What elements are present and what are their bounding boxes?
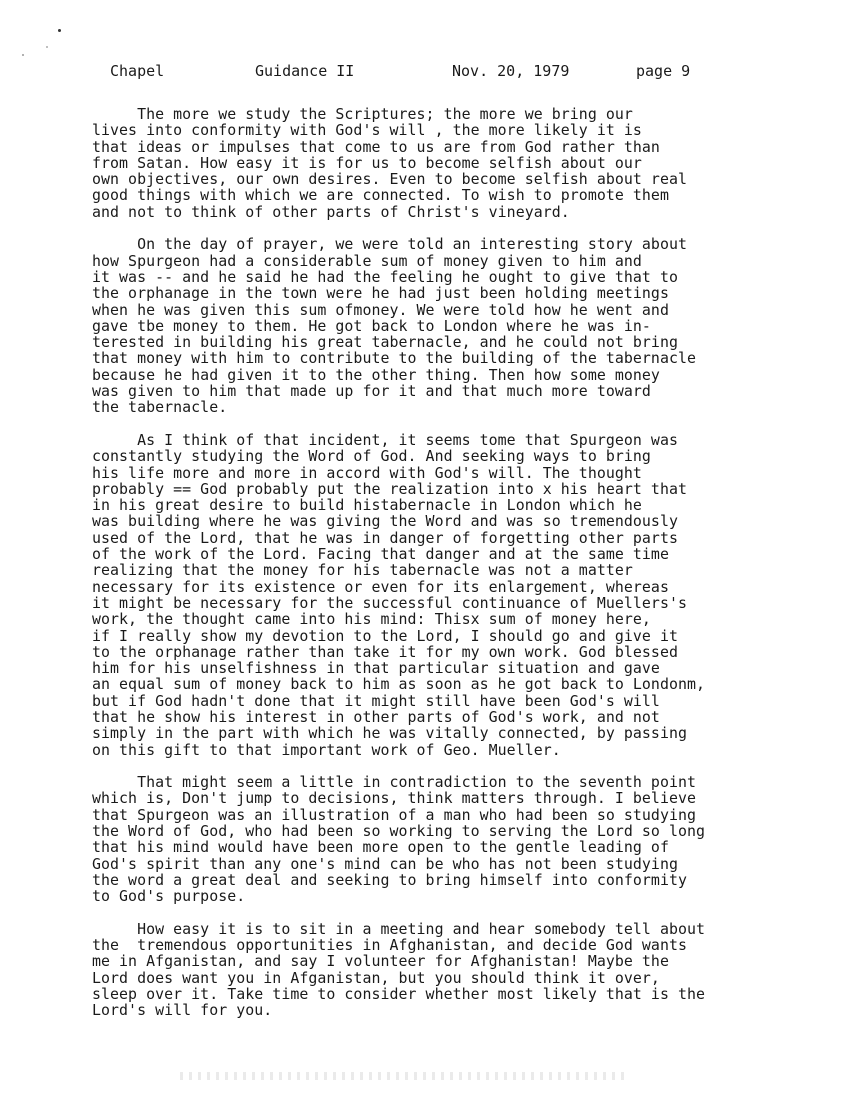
text-line: of the work of the Lord. Facing that danger and at the same time bbox=[92, 545, 669, 564]
text-line: the orphanage in the town were he had just been holding meetings bbox=[92, 284, 669, 303]
text-line: the word a great deal and seeking to bring himself into conformity bbox=[92, 870, 687, 889]
text-line: that he show his interest in other parts of God's work, and not bbox=[92, 707, 660, 726]
text-line: necessary for its existence or even for its enlargement, whereas bbox=[92, 577, 669, 596]
header-chapel: Chapel bbox=[110, 62, 165, 80]
text-line: On the day of prayer, we were told an interesting story about bbox=[92, 235, 687, 254]
paragraph bbox=[92, 236, 852, 415]
header-date: Nov. 20, 1979 bbox=[452, 62, 570, 80]
text-line: him for his unselfishness in that particular situation and gave bbox=[92, 659, 660, 678]
text-line: me in Afganistan, and say I volunteer for Afghanistan! Maybe the bbox=[92, 952, 669, 971]
document-body bbox=[92, 106, 852, 1035]
text-line: How easy it is to sit in a meeting and hear somebody tell about bbox=[92, 919, 706, 938]
scan-speck bbox=[46, 46, 48, 48]
text-line: Lord does want you in Afganistan, but you should think it over, bbox=[92, 968, 660, 987]
text-line: that Spurgeon was an illustration of a man who had been so studying bbox=[92, 805, 696, 824]
header-guidance: Guidance II bbox=[255, 62, 355, 80]
scan-noise bbox=[180, 1072, 630, 1080]
text-line: his life more and more in accord with God's will. The thought bbox=[92, 463, 642, 482]
text-line: The more we study the Scriptures; the more we bring our bbox=[92, 105, 633, 123]
text-line: if I really show my devotion to the Lord, I should go and give it bbox=[92, 626, 678, 645]
text-line: when he was given this sum ofmoney. We were told how he went and bbox=[92, 300, 669, 319]
paragraph bbox=[92, 921, 852, 1019]
text-line: the tremendous opportunities in Afghanistan, and decide God wants bbox=[92, 936, 687, 955]
header-page-number: page 9 bbox=[636, 62, 691, 80]
text-line: to the orphanage rather than take it for my own work. God blessed bbox=[92, 642, 678, 661]
scan-speck bbox=[58, 29, 61, 32]
text-line: how Spurgeon had a considerable sum of money given to him and bbox=[92, 251, 642, 270]
text-line: on this gift to that important work of Geo. Mueller. bbox=[92, 740, 561, 759]
text-line: it might be necessary for the successful continuance of Muellers's bbox=[92, 593, 687, 612]
text-line: which is, Don't jump to decisions, think matters through. I believe bbox=[92, 789, 696, 808]
text-line: That might seem a little in contradiction to the seventh point bbox=[92, 773, 696, 792]
paragraph bbox=[92, 106, 852, 220]
text-line: sleep over it. Take time to consider whether most likely that is the bbox=[92, 985, 706, 1004]
text-line: constantly studying the Word of God. And seeking ways to bring bbox=[92, 447, 651, 466]
text-line: the tabernacle. bbox=[92, 398, 228, 417]
text-line: God's spirit than any one's mind can be who has not been studying bbox=[92, 854, 678, 873]
text-line: in his great desire to build histabernacle in London which he bbox=[92, 496, 642, 515]
text-line: gave tbe money to them. He got back to London where he was in- bbox=[92, 316, 651, 335]
text-line: was given to him that made up for it and that much more toward bbox=[92, 382, 651, 401]
text-line: As I think of that incident, it seems tome that Spurgeon was bbox=[92, 430, 678, 449]
text-line: terested in building his great tabernacle, and he could not bring bbox=[92, 333, 678, 352]
text-line: but if God hadn't done that it might still have been God's will bbox=[92, 691, 660, 710]
text-line: that his mind would have been more open to the gentle leading of bbox=[92, 838, 669, 857]
text-line: Lord's will for you. bbox=[92, 1001, 273, 1020]
text-line: work, the thought came into his mind: Thisx sum of money here, bbox=[92, 610, 651, 629]
text-line: realizing that the money for his tabernacle was not a matter bbox=[92, 561, 633, 580]
text-line: it was -- and he said he had the feeling he ought to give that to bbox=[92, 267, 678, 286]
text-line: lives into conformity with God's will , the more likely it is bbox=[92, 121, 642, 140]
text-line: the Word of God, who had been so working to serving the Lord so long bbox=[92, 822, 706, 841]
text-line: that ideas or impulses that come to us are from God rather than bbox=[92, 137, 660, 156]
text-line: simply in the part with which he was vitally connected, by passing bbox=[92, 724, 687, 743]
text-line: that money with him to contribute to the building of the tabernacle bbox=[92, 349, 696, 368]
text-line: and not to think of other parts of Christ's vineyard. bbox=[92, 202, 570, 221]
text-line: an equal sum of money back to him as soon as he got back to Londonm, bbox=[92, 675, 706, 694]
text-line: used of the Lord, that he was in danger of forgetting other parts bbox=[92, 528, 678, 547]
text-line: was building where he was giving the Word and was so tremendously bbox=[92, 512, 678, 531]
scan-speck bbox=[22, 54, 24, 56]
text-line: from Satan. How easy it is for us to become selfish about our bbox=[92, 153, 642, 172]
paragraph bbox=[92, 774, 852, 904]
text-line: probably == God probably put the realization into x his heart that bbox=[92, 479, 687, 498]
text-line: good things with which we are connected. To wish to promote them bbox=[92, 186, 669, 205]
text-line: to God's purpose. bbox=[92, 887, 246, 906]
text-line: own objectives, our own desires. Even to become selfish about real bbox=[92, 170, 687, 189]
text-line: because he had given it to the other thing. Then how some money bbox=[92, 365, 660, 384]
paragraph bbox=[92, 432, 852, 758]
